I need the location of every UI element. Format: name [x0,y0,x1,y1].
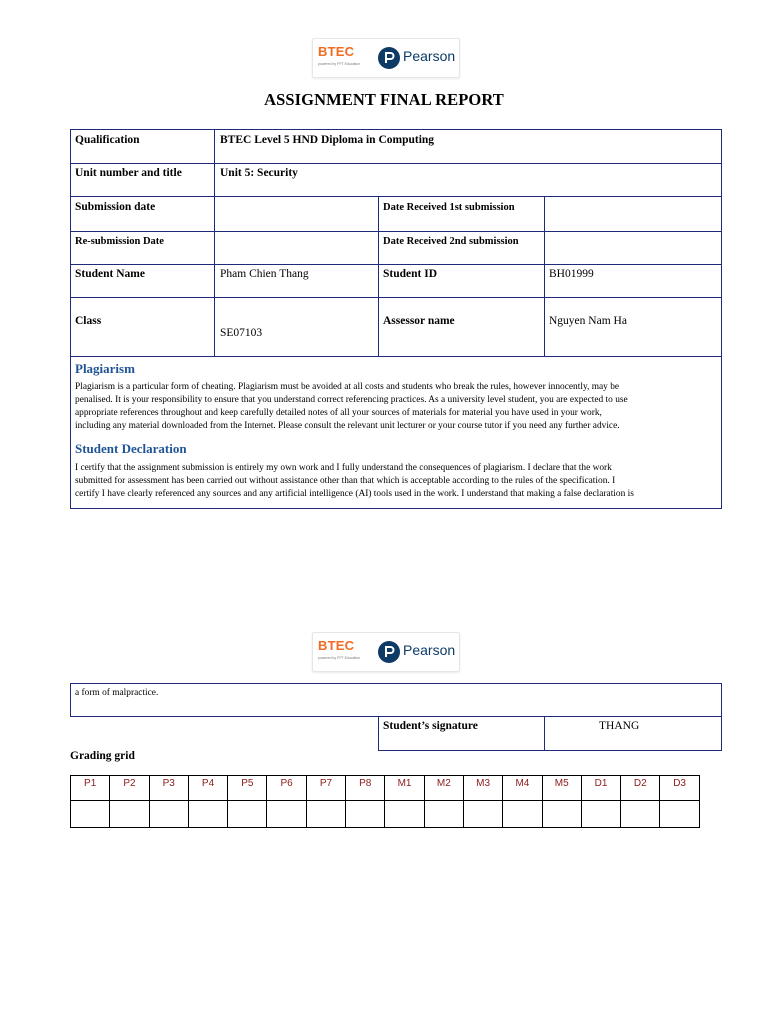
pearson-logo-text: Pearson [403,48,456,64]
declaration-heading: Student Declaration [75,441,187,456]
unit-label: Unit number and title [75,167,182,179]
grade-criterion: D2 [621,776,660,801]
assessor-value: Nguyen Nam Ha [549,315,627,327]
grade-cell [463,801,502,828]
date-received-1-label: Date Received 1st submission [383,202,515,213]
grade-criterion: P8 [346,776,385,801]
declaration-continuation-box [70,683,722,717]
assessor-label: Assessor name [383,315,455,327]
pearson-p-icon [378,641,400,663]
plagiarism-text [75,381,715,433]
grade-cell [385,801,424,828]
grade-cell [424,801,463,828]
btec-logo-subtext: powered by FPT Education [318,656,361,660]
btec-logo-text: BTEC [318,44,355,59]
submission-date-label: Submission date [75,201,156,213]
btec-logo-text: BTEC [318,638,355,653]
grade-criterion: P5 [228,776,267,801]
grade-criterion: D3 [660,776,699,801]
plagiarism-line: appropriate references throughout and keep carefully detailed notes of all your sources of materials for material you have used in your work, [75,408,602,418]
declaration-line: submitted for assessment has been carried out without assistance other than that which is acceptable according to the rules of the specification. I [75,476,616,486]
grade-criterion: M3 [463,776,502,801]
class-label: Class [75,315,102,327]
grade-criterion: M5 [542,776,581,801]
grade-cell [228,801,267,828]
grading-grid [70,775,700,828]
date-received-2-label: Date Received 2nd submission [383,236,519,247]
grade-cell [110,801,149,828]
grade-cell [503,801,542,828]
plagiarism-heading: Plagiarism [75,361,135,376]
grade-cell [306,801,345,828]
declaration-line: I certify that the assignment submission is entirely my own work and I fully understand the consequences of plagiarism. I declare that the work [75,463,612,473]
grade-criterion: M2 [424,776,463,801]
plagiarism-line: Plagiarism is a particular form of cheating. Plagiarism must be avoided at all costs and students who break the rules, however innocently, may be [75,382,620,392]
btec-logo-subtext: powered by FPT Education [318,62,361,66]
declaration-line: certify I have clearly referenced any sources and any artificial intelligence (AI) tools used in the work. I understand that making a false declaration is [75,489,634,499]
grade-criterion: D1 [581,776,620,801]
plagiarism-line: including any material downloaded from the Internet. Please consult the relevant unit lecturer or your course tutor if you need any further advice. [75,421,620,431]
grade-criterion: P1 [71,776,110,801]
grade-criterion: P7 [306,776,345,801]
grade-criterion: M1 [385,776,424,801]
qualification-value: BTEC Level 5 HND Diploma in Computing [220,134,435,146]
unit-value: Unit 5: Security [220,167,298,179]
grade-cell [346,801,385,828]
resubmission-date-label: Re-submission Date [75,236,164,247]
student-id-label: Student ID [383,268,438,280]
pearson-logo-text: Pearson [403,642,456,658]
class-value: SE07103 [220,327,263,339]
grade-criterion: P3 [149,776,188,801]
btec-pearson-logo [312,38,460,78]
declaration-text [75,462,715,501]
signature-value: THANG [599,720,640,732]
page-title: ASSIGNMENT FINAL REPORT [264,90,504,109]
grade-cell [149,801,188,828]
grading-grid-label: Grading grid [70,750,135,762]
declaration-continuation: a form of malpractice. [75,688,159,698]
grade-cell [621,801,660,828]
grade-cell [71,801,110,828]
grade-cell [581,801,620,828]
student-name-label: Student Name [75,268,145,280]
grade-cell [660,801,699,828]
grade-criterion: P6 [267,776,306,801]
qualification-label: Qualification [75,134,140,146]
student-id-value: BH01999 [549,268,594,280]
grade-cell [267,801,306,828]
grade-cell [188,801,227,828]
grade-cell [542,801,581,828]
signature-label: Student’s signature [383,720,478,732]
grade-criterion: M4 [503,776,542,801]
plagiarism-line: penalised. It is your responsibility to ensure that you understand correct referencing practices. As a university level student, you are expected to use [75,395,628,405]
grade-criterion: P2 [110,776,149,801]
student-name-value: Pham Chien Thang [220,268,309,280]
pearson-p-icon [378,47,400,69]
btec-pearson-logo-page2 [312,632,460,672]
grade-criterion: P4 [188,776,227,801]
